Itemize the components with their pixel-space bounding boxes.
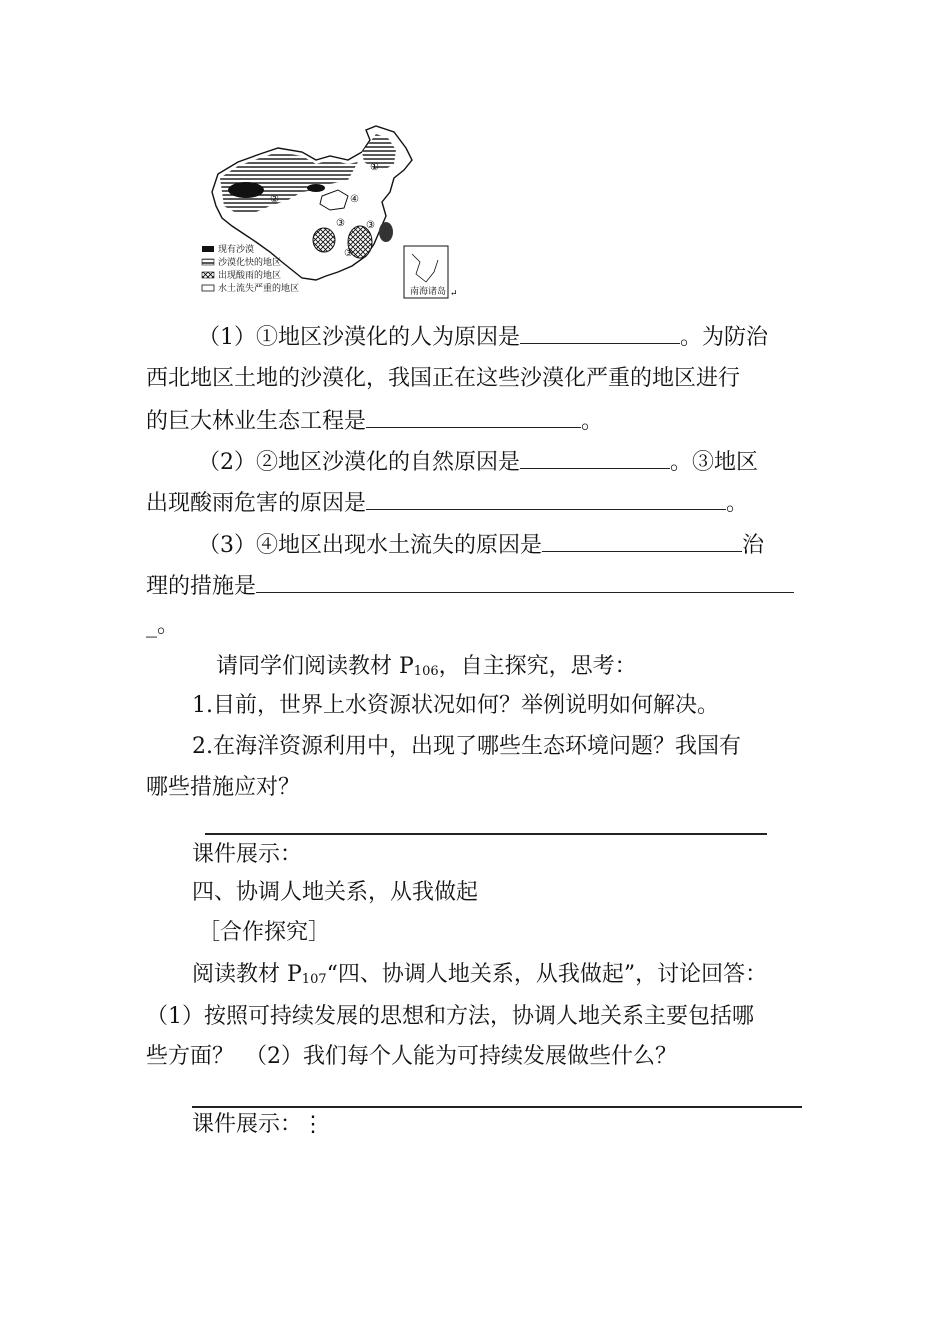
discussion-q2: 些方面？ （2）我们每个人能为可持续发展做些什么？ — [146, 1044, 677, 1069]
divider-rule — [192, 1106, 802, 1108]
q1-line3: 的巨大林业生态工程是 。 — [146, 405, 603, 437]
marker-3c: ③ — [344, 248, 353, 259]
legend-label-acid-rain: 出现酸雨的地区 — [218, 271, 282, 281]
marker-4: ④ — [350, 194, 359, 205]
answer-blank[interactable] — [520, 321, 680, 344]
read-prompt-1: 请同学们阅读教材 P106，自主探究，思考： — [216, 654, 637, 679]
inset-label: 南海诸岛 — [410, 287, 447, 297]
return-mark: ↵ — [450, 289, 458, 299]
legend-swatch-desert — [202, 246, 214, 252]
q2-line1: （2）②地区沙漠化的自然原因是 。③地区 — [198, 446, 758, 478]
divider-rule — [205, 833, 767, 835]
courseware-display-1: 课件展示： — [192, 842, 303, 867]
read-prompt-2: 阅读教材 P107“四、协调人地关系，从我做起”，讨论回答： — [192, 962, 768, 987]
question-2-line2: 哪些措施应对？ — [146, 775, 301, 800]
china-environment-map — [198, 122, 460, 302]
answer-blank[interactable] — [366, 487, 726, 510]
acid-rain-zone — [313, 228, 335, 252]
q3-line2: 理的措施是 — [146, 570, 794, 602]
existing-desert — [228, 182, 264, 198]
legend-swatch-erosion — [202, 285, 214, 291]
existing-desert — [307, 184, 325, 192]
q2-line2: 出现酸雨危害的原因是 。 — [146, 487, 748, 519]
question-2-line1: 2.在海洋资源利用中，出现了哪些生态环境问题？我国有 — [192, 734, 741, 759]
legend-label-erosion: 水土流失严重的地区 — [218, 284, 300, 294]
legend-label-desertification: 沙漠化快的地区 — [218, 258, 282, 268]
cooperative-inquiry: ［合作探究］ — [198, 920, 331, 945]
legend-swatch-acid-rain — [202, 272, 214, 278]
courseware-display-2: 课件展示：⋮ — [192, 1112, 325, 1137]
legend-swatch-desertification — [202, 259, 214, 265]
q3-line3: _。 — [146, 613, 180, 638]
acid-rain-zone — [379, 222, 393, 242]
marker-3b: ③ — [366, 220, 375, 231]
question-1: 1.目前，世界上水资源状况如何？举例说明如何解决。 — [192, 693, 719, 718]
answer-blank[interactable] — [542, 529, 742, 552]
discussion-q1: （1）按照可持续发展的思想和方法，协调人地关系主要包括哪 — [146, 1004, 754, 1029]
q1-line1: （1）①地区沙漠化的人为原因是 。为防治 — [198, 321, 768, 353]
q3-line1: （3）④地区出现水土流失的原因是 治 — [198, 529, 764, 561]
legend-label-desert: 现有沙漠 — [218, 245, 255, 255]
q1-line2: 西北地区土地的沙漠化，我国正在这些沙漠化严重的地区进行 — [146, 366, 741, 391]
answer-blank[interactable] — [520, 446, 670, 469]
answer-blank[interactable] — [256, 570, 794, 593]
marker-1: ① — [370, 162, 379, 173]
marker-2: ② — [270, 194, 279, 205]
marker-3a: ③ — [336, 218, 345, 229]
section-heading-4: 四、协调人地关系，从我做起 — [192, 880, 479, 905]
answer-blank[interactable] — [366, 405, 581, 428]
